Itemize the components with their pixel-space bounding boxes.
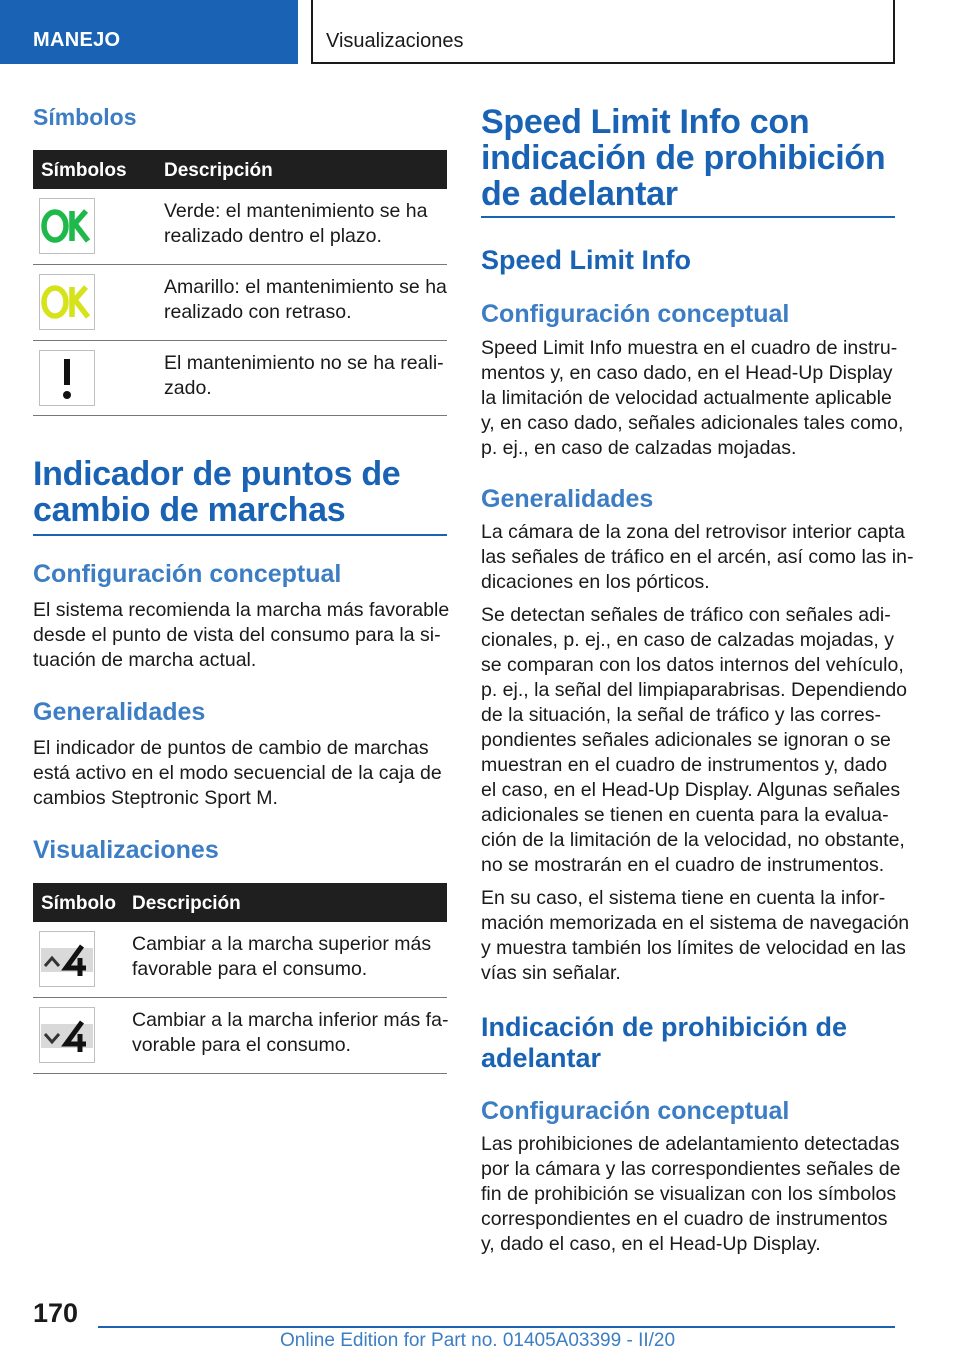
- concept2-text: Las prohibiciones de adelantamiento detectadas por la cámara y las correspondientes señales de fin de prohibición se visualizan con los símbolos correspondientes en el cuadro de instrumentos y, dado el caso, en el Head-Up Display.: [481, 1133, 901, 1255]
- section-title-gear-indicator: Indicador de puntos de cambio de marchas: [33, 455, 401, 529]
- row-description: Cambiar a la marcha superior más favorable para el consumo.: [132, 933, 432, 980]
- col-symbols: Símbolos: [41, 160, 127, 181]
- general-text-1: La cámara de la zona del retrovisor interior capta las señales de tráfico en el arcén, así como las in- dicaciones en los pórticos.: [481, 521, 914, 593]
- table-row: [33, 998, 447, 1074]
- row-description: Cambiar a la marcha inferior más fa- vorable para el consumo.: [132, 1009, 449, 1056]
- section-rule: [481, 216, 895, 218]
- gear-down-icon: [39, 1007, 95, 1063]
- gear-table-header: [33, 883, 447, 922]
- concept2-heading: Configuración conceptual: [481, 1097, 790, 1125]
- section-tab: [0, 0, 298, 64]
- general-text-3: En su caso, el sistema tiene en cuenta la infor- mación memorizada en el sistema de navegación y muestra también los límites de velocidad en las vías sin señalar.: [481, 887, 910, 984]
- col-symbol: Símbolo: [41, 893, 116, 914]
- edition-note: Online Edition for Part no. 01405A03399 - II/20: [280, 1330, 676, 1351]
- footer-rule: [98, 1326, 895, 1328]
- table-row: [33, 341, 447, 416]
- concept-text: Speed Limit Info muestra en el cuadro de instru- mentos y, en caso dado, en el Head-Up Display la limitación de velocidad actualmente aplicable y, en caso dado, señales adicionales tales como, p. ej., en caso de calzadas mojadas.: [481, 337, 904, 459]
- table-row: [33, 265, 447, 341]
- row-description: Amarillo: el mantenimiento se ha realizado con retraso.: [164, 276, 447, 323]
- ok-yellow-icon: [39, 274, 95, 330]
- general-heading: Generalidades: [481, 485, 654, 513]
- col-description: Descripción: [164, 160, 273, 181]
- exclamation-icon: [39, 350, 95, 406]
- concept-heading: Configuración conceptual: [481, 300, 790, 328]
- general-heading: Generalidades: [33, 698, 206, 726]
- concept-heading: Configuración conceptual: [33, 560, 342, 588]
- general-text: El indicador de puntos de cambio de marchas está activo en el modo secuencial de la caja de cambios Steptronic Sport M.: [33, 737, 442, 809]
- section-rule: [33, 534, 447, 536]
- chapter-label: Visualizaciones: [326, 30, 464, 52]
- page-number: 170: [33, 1298, 79, 1328]
- row-description: El mantenimiento no se ha reali- zado.: [164, 352, 444, 399]
- general-text-2: Se detectan señales de tráfico con señales adi- cionales, p. ej., en caso de calzadas mojadas, y se comparan con los datos internos del vehículo, p. ej., la señal del limpiaparabrisas. Dependiendo de la situación, la señal de tráfico y las corres- pondientes señales adicionales se ignoran o se muestran en el cuadro de instrumentos y, dado el caso, en el Head-Up Display. Algunas señales adicionales se tienen en cuenta para la evalua- ción de la limitación de la velocidad, no obstante, no se mostrarán en el cuadro de instrumentos.: [481, 604, 908, 876]
- table-row: [33, 189, 447, 265]
- chapter-header: [311, 0, 895, 64]
- visualizations-heading: Visualizaciones: [33, 836, 219, 864]
- overtake-heading: Indicación de prohibición de adelantar: [481, 1012, 848, 1073]
- section-title-speed-limit: Speed Limit Info con indicación de prohibición de adelantar: [481, 103, 886, 213]
- col-description: Descripción: [132, 893, 241, 914]
- ok-green-icon: [39, 198, 95, 254]
- section-label: MANEJO: [33, 29, 121, 51]
- row-description: Verde: el mantenimiento se ha realizado dentro el plazo.: [164, 200, 428, 247]
- table-row: [33, 922, 447, 998]
- concept-text: El sistema recomienda la marcha más favorable desde el punto de vista del consumo para la si- tuación de marcha actual.: [33, 599, 450, 671]
- sli-heading: Speed Limit Info: [481, 245, 692, 275]
- symbols-table-header: [33, 150, 447, 189]
- gear-up-icon: [39, 931, 95, 987]
- symbols-heading: Símbolos: [33, 104, 137, 130]
